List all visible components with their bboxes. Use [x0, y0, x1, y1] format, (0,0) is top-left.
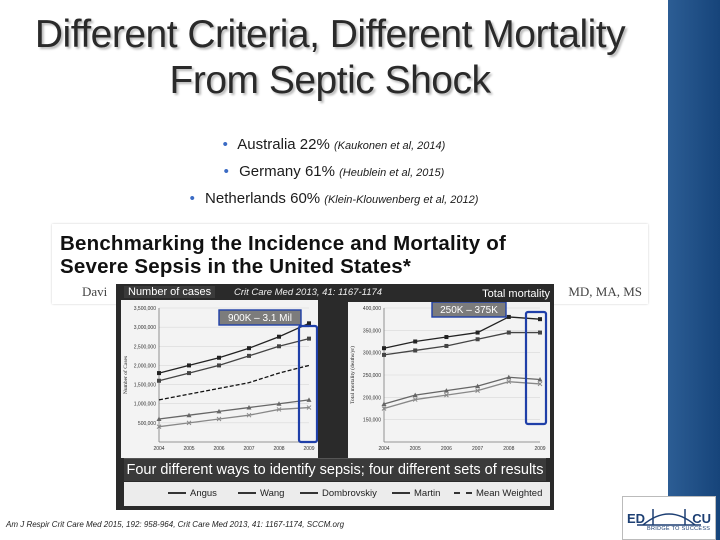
bullet-text: Germany 61% — [239, 163, 335, 180]
data-point — [476, 337, 480, 341]
y-tick-label: 1,500,000 — [133, 382, 156, 389]
legend-label: Martin — [414, 488, 441, 499]
data-point — [247, 346, 251, 350]
chart-right-title: Total mortality — [482, 288, 550, 300]
series-line — [159, 408, 309, 427]
x-tick-label: 2005 — [183, 446, 195, 452]
x-tick-label: 2005 — [409, 446, 421, 452]
y-tick-label: 3,000,000 — [133, 325, 156, 332]
highlight-box — [526, 312, 546, 424]
slide-side-bar — [668, 0, 720, 540]
y-tick-label: 200,000 — [362, 395, 381, 402]
data-point — [507, 331, 511, 335]
legend-line-icon — [238, 492, 256, 494]
data-point — [247, 354, 251, 358]
data-point — [507, 315, 511, 319]
chart-number-of-cases — [121, 300, 318, 458]
y-tick-label: 150,000 — [362, 417, 381, 424]
slide-title: Different Criteria, Different Mortality From Septic Shock — [34, 13, 626, 102]
y-axis-label: Number of Cases — [123, 355, 129, 395]
bullet-citation: (Heublein et al, 2015) — [339, 167, 445, 179]
y-axis-label: Total mortality (deaths/yr) — [350, 346, 356, 404]
y-tick-label: 250,000 — [362, 373, 381, 379]
series-line — [384, 382, 540, 409]
legend-item — [392, 488, 440, 499]
journal-reference: Crit Care Med 2013, 41: 1167-1174 — [234, 287, 383, 298]
logo-tagline: BRIDGE TO SUCCESS — [647, 526, 711, 532]
data-point — [413, 340, 417, 344]
data-point — [187, 363, 191, 367]
data-point — [444, 344, 448, 348]
figure-caption-text: Four different ways to identify sepsis; four different sets of results — [126, 462, 544, 478]
bullet-citation: (Kaukonen et al, 2014) — [334, 140, 446, 152]
x-tick-label: 2004 — [378, 446, 390, 452]
x-tick-label: 2006 — [440, 446, 452, 452]
highlight-box — [299, 326, 317, 442]
bullet-text: Netherlands 60% — [205, 190, 321, 207]
y-tick-label: 2,000,000 — [133, 363, 156, 370]
bullet-dot-icon: • — [189, 190, 195, 207]
data-point — [307, 321, 311, 325]
legend-dash-icon — [454, 492, 472, 494]
legend-label: Angus — [190, 488, 217, 499]
legend-line-icon — [300, 492, 318, 494]
bullet-citation: (Klein-Klouwenberg et al, 2012) — [324, 194, 479, 206]
data-point — [157, 379, 161, 383]
callout-text: 250K – 375K — [440, 305, 498, 316]
data-point — [307, 337, 311, 341]
data-point — [382, 346, 386, 350]
data-point — [413, 348, 417, 352]
x-tick-label: 2009 — [534, 446, 546, 452]
data-point — [217, 356, 221, 360]
data-point — [277, 335, 281, 339]
paper-author-fragment: Davi — [82, 284, 108, 299]
data-point — [217, 363, 221, 367]
paper-title-line: Benchmarking the Incidence and Mortality of — [60, 232, 507, 255]
legend-line-icon — [168, 492, 186, 494]
data-point — [187, 371, 191, 375]
legend-label: Mean Weighted — [476, 488, 543, 499]
x-tick-label: 2007 — [472, 446, 484, 452]
x-tick-label: 2009 — [303, 446, 315, 452]
data-point — [277, 344, 281, 348]
footer-citation: Am J Respir Crit Care Med 2015, 192: 958-964, Crit Care Med 2013, 41: 1167-1174, SCCM.org — [6, 520, 345, 529]
legend-label: Dombrovskiy — [322, 488, 377, 499]
series-line — [159, 365, 309, 399]
x-tick-label: 2008 — [503, 446, 515, 452]
data-point — [382, 353, 386, 357]
logo-right-text: CU — [692, 511, 711, 526]
y-tick-label: 1,000,000 — [133, 401, 156, 408]
bullet-item — [0, 159, 668, 186]
data-point — [476, 331, 480, 335]
y-tick-label: 350,000 — [362, 328, 381, 335]
x-tick-label: 2006 — [213, 446, 225, 452]
bullet-item — [0, 132, 668, 159]
y-tick-label: 300,000 — [362, 350, 381, 357]
legend-label: Wang — [260, 488, 285, 499]
data-point — [538, 317, 542, 321]
callout-text: 900K – 3.1 Mil — [228, 313, 292, 324]
x-tick-label: 2008 — [273, 446, 285, 452]
data-point — [538, 331, 542, 335]
figure-caption — [124, 458, 546, 481]
x-tick-label: 2004 — [153, 446, 165, 452]
edcu-logo — [622, 496, 716, 540]
bullet-item — [0, 186, 668, 213]
legend-item — [454, 488, 542, 499]
bullet-list — [0, 132, 668, 213]
chart-left-title: Number of cases — [124, 286, 215, 298]
y-tick-label: 500,000 — [137, 420, 156, 427]
logo-left-text: ED — [627, 511, 646, 526]
data-point — [157, 371, 161, 375]
chart-total-mortality — [348, 302, 550, 458]
paper-title-line: Severe Sepsis in the United States* — [60, 255, 412, 278]
chart-left-svg — [121, 300, 318, 458]
chart-legend — [124, 482, 550, 506]
series-line — [384, 377, 540, 404]
series-line — [159, 339, 309, 381]
y-tick-label: 3,500,000 — [133, 306, 156, 312]
legend-item — [300, 488, 377, 499]
legend-item — [168, 488, 217, 499]
paper-degree-fragment: MD, MA, MS — [568, 284, 642, 299]
y-tick-label: 400,000 — [362, 306, 381, 312]
legend-item — [238, 488, 284, 499]
chart-right-svg — [348, 302, 550, 458]
data-point — [444, 335, 448, 339]
figure-panel — [116, 284, 554, 510]
bullet-dot-icon: • — [222, 136, 228, 153]
y-tick-label: 2,500,000 — [133, 344, 156, 351]
bullet-text: Australia 22% — [237, 136, 330, 153]
bullet-dot-icon: • — [223, 163, 229, 180]
paper-title — [60, 232, 506, 278]
x-tick-label: 2007 — [243, 446, 255, 452]
legend-line-icon — [392, 492, 410, 494]
